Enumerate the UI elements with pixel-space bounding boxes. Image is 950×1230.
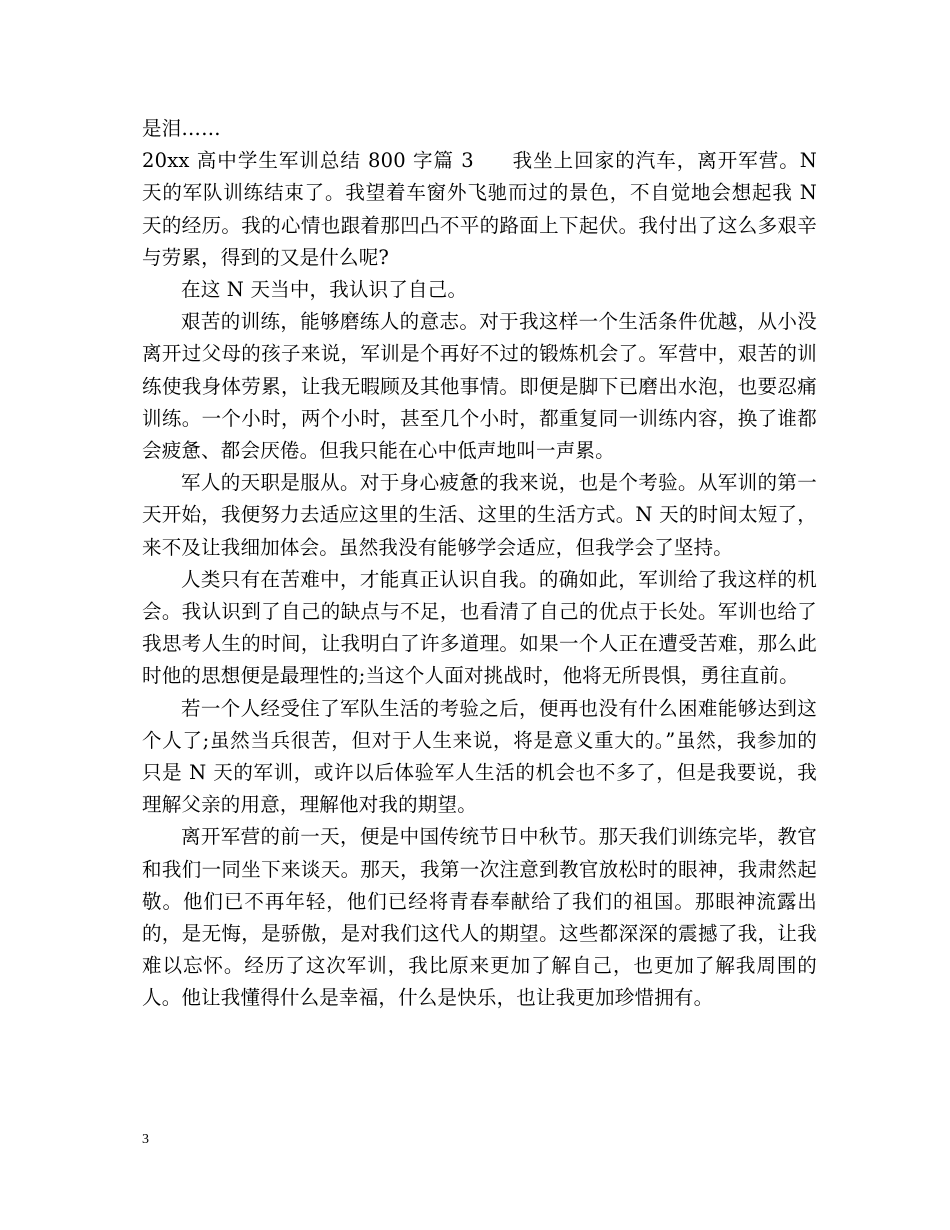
section-title: 20xx 高中学生军训总结 800 字篇 3 [142, 149, 474, 173]
paragraph: 军人的天职是服从。对于身心疲惫的我来说，也是个考验。从军训的第一天开始，我便努力去适应这里的生活、这里的生活方式。N 天的时间太短了，来不及让我细加体会。虽然我没有能够学会适应，但我学会了坚持。 [142, 471, 817, 559]
document-page [142, 113, 817, 1015]
paragraph: 若一个人经受住了军队生活的考验之后，便再也没有什么困难能够达到这个人了;虽然当兵很苦，但对于人生来说，将是意义重大的。”虽然，我参加的只是 N 天的军训，或许以后体验军人生活的机会也不多了，但是我要说，我理解父亲的用意，理解他对我的期望。 [142, 696, 817, 817]
first-paragraph-text: 我坐上回家的汽车，离开军营。N 天的军队训练结束了。我望着车窗外飞驰而过的景色，不自觉地会想起我 N 天的经历。我的心情也跟着那凹凸不平的路面上下起伏。我付出了这么多艰辛与劳累，得到的又是什么呢? [142, 149, 817, 269]
paragraph: 艰苦的训练，能够磨练人的意志。对于我这样一个生活条件优越，从小没离开过父母的孩子来说，军训是个再好不过的锻炼机会了。军营中，艰苦的训练使我身体劳累，让我无暇顾及其他事情。即便是脚下已磨出水泡，也要忍痛训练。一个小时，两个小时，甚至几个小时，都重复同一训练内容，换了谁都会疲惫、都会厌倦。但我只能在心中低声地叫一声累。 [142, 310, 817, 463]
paragraph: 人类只有在苦难中，才能真正认识自我。的确如此，军训给了我这样的机会。我认识到了自己的缺点与不足，也看清了自己的优点于长处。军训也给了我思考人生的时间，让我明白了许多道理。如果一个人正在遭受苦难，那么此时他的思想便是最理性的;当这个人面对挑战时，他将无所畏惧，勇往直前。 [142, 567, 817, 688]
paragraph: 在这 N 天当中，我认识了自己。 [181, 278, 468, 301]
section-block [142, 145, 817, 274]
page-number: 3 [142, 1132, 149, 1147]
text-fragment: 是泪…… [142, 117, 221, 140]
paragraph: 离开军营的前一天，便是中国传统节日中秋节。那天我们训练完毕，教官和我们一同坐下来谈天。那天，我第一次注意到教官放松时的眼神，我肃然起敬。他们已不再年轻，他们已经将青春奉献给了我们的祖国。那眼神流露出的，是无悔，是骄傲，是对我们这代人的期望。这些都深深的震撼了我，让我难以忘怀。经历了这次军训，我比原来更加了解自己，也更加了解我周围的人。他让我懂得什么是幸福，什么是快乐，也让我更加珍惜拥有。 [142, 825, 817, 1010]
